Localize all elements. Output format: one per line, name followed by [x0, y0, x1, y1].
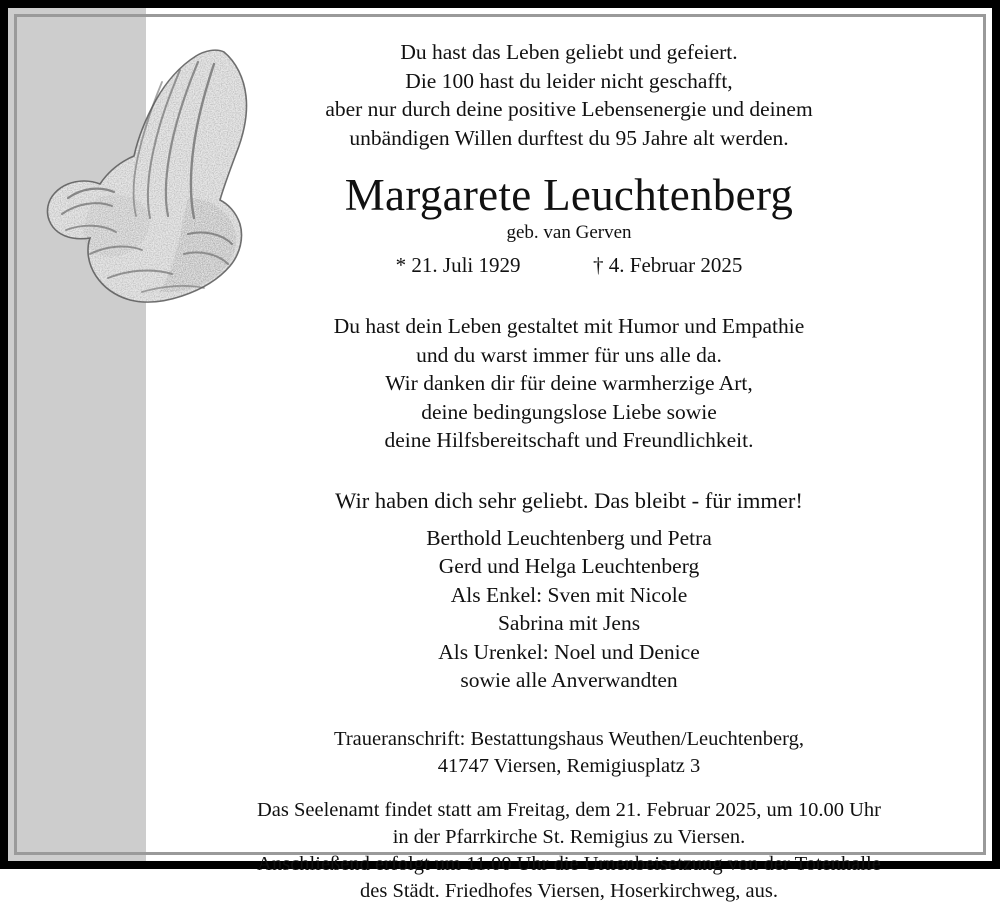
life-dates	[158, 252, 980, 279]
verse-line: aber nur durch deine positive Lebensenergie und deinem	[325, 97, 813, 121]
verse-line: deine bedingungslose Liebe sowie	[421, 399, 717, 424]
death-date: 4. Februar 2025	[608, 253, 743, 277]
ceremony-details	[158, 797, 980, 905]
verse-line: Du hast das Leben geliebt und gefeiert.	[400, 40, 738, 64]
death-symbol: †	[593, 253, 604, 277]
deceased-name: Margarete Leuchtenberg	[344, 170, 794, 220]
verse-line: Die 100 hast du leider nicht geschafft,	[405, 68, 733, 93]
ceremony-line: Anschließend erfolgt um 11.00 Uhr die Urnenbeisetzung von der Totenhalle	[257, 852, 881, 875]
family-member: Als Enkel: Sven mit Nicole	[450, 582, 688, 607]
verse-line: und du warst immer für uns alle da.	[416, 342, 722, 367]
farewell-line: Wir haben dich sehr geliebt. Das bleibt - für immer!	[335, 487, 803, 513]
family-member: sowie alle Anverwandten	[460, 668, 678, 692]
notice-content	[158, 8, 980, 902]
ceremony-line: in der Pfarrkirche St. Remigius zu Viersen.	[392, 825, 746, 848]
ceremony-line: des Städt. Friedhofes Viersen, Hoserkirchweg, aus.	[360, 879, 778, 902]
address-line: 41747 Viersen, Remigiusplatz 3	[437, 754, 701, 777]
mourning-address	[158, 726, 980, 780]
birth-symbol: *	[395, 253, 407, 277]
verse-line: Du hast dein Leben gestaltet mit Humor und Empathie	[333, 314, 805, 338]
family-member: Als Urenkel: Noel und Denice	[438, 639, 700, 664]
verse-line: deine Hilfsbereitschaft und Freundlichkeit.	[384, 428, 754, 452]
memorial-verse	[158, 312, 980, 455]
opening-verse	[158, 38, 980, 152]
maiden-name: geb. van Gerven	[506, 222, 632, 243]
family-member: Berthold Leuchtenberg und Petra	[426, 525, 712, 550]
family-member: Gerd und Helga Leuchtenberg	[438, 554, 700, 578]
verse-line: unbändigen Willen durftest du 95 Jahre alt werden.	[349, 125, 789, 150]
ceremony-line: Das Seelenamt findet statt am Freitag, dem 21. Februar 2025, um 10.00 Uhr	[257, 798, 881, 821]
family-member: Sabrina mit Jens	[497, 611, 641, 635]
family-list	[158, 524, 980, 695]
birth-date: 21. Juli 1929	[411, 253, 521, 277]
address-line: Traueranschrift: Bestattungshaus Weuthen/Leuchtenberg,	[334, 727, 804, 750]
verse-line: Wir danken dir für deine warmherzige Art,	[385, 371, 753, 395]
